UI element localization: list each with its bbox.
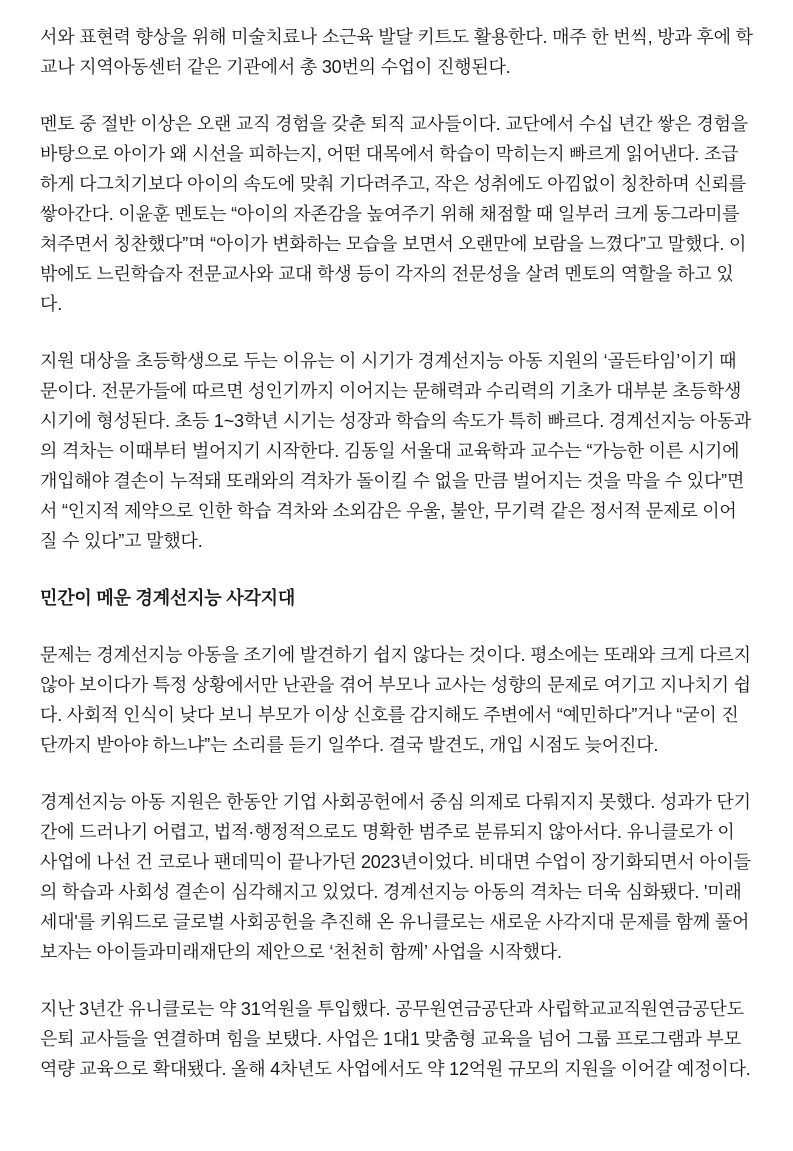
section-heading: 민간이 메운 경계선지능 사각지대	[40, 588, 296, 608]
article-paragraph: 경계선지능 아동 지원은 한동안 기업 사회공헌에서 중심 의제로 다뤄지지 못했다. 성과가 단기간에 드러나기 어렵고, 법적·행정적으로도 명확한 범주로 분류되지 않아서다. 유니클로가 이 사업에 나선 건 코로나 팬데믹이 끝나가던 2023년이었다. 비대면 수업이 장기화되면서 아이들의 학습과 사회성 결손이 심각해지고 있었다. 경계선지능 아동의 격차는 더욱 심화됐다. '미래세대'를 키워드로 글로벌 사회공헌을 추진해 온 유니클로는 새로운 사각지대 문제를 함께 풀어보자는 아이들과미래재단의 제안으로 ‘천천히 함께’ 사업을 시작했다.	[40, 792, 751, 962]
article-paragraph: 서와 표현력 향상을 위해 미술치료나 소근육 발달 키트도 활용한다. 매주 한 번씩, 방과 후에 학교나 지역아동센터 같은 기관에서 총 30번의 수업이 진행된다.	[40, 27, 753, 77]
article-paragraph: 멘토 중 절반 이상은 오랜 교직 경험을 갖춘 퇴직 교사들이다. 교단에서 수십 년간 쌓은 경험을 바탕으로 아이가 왜 시선을 피하는지, 어떤 대목에서 학습이 막히는지 빠르게 읽어낸다. 조급하게 다그치기보다 아이의 속도에 맞춰 기다려주고, 작은 성취에도 아낌없이 칭찬하며 신뢰를 쌓아간다. 이윤훈 멘토는 “아이의 자존감을 높여주기 위해 채점할 때 일부러 크게 동그라미를 쳐주면서 칭찬했다”며 “아이가 변화하는 모습을 보면서 오랜만에 보람을 느꼈다”고 말했다. 이 밖에도 느린학습자 전문교사와 교대 학생 등이 각자의 전문성을 살려 멘토의 역할을 하고 있다.	[40, 114, 748, 314]
article-paragraph: 지난 3년간 유니클로는 약 31억원을 투입했다. 공무원연금공단과 사립학교교직원연금공단도 은퇴 교사들을 연결하며 힘을 보탰다. 사업은 1대1 맞춤형 교육을 넘어 그룹 프로그램과 부모 역량 교육으로 확대됐다. 올해 4차년도 사업에서도 약 12억원 규모의 지원을 이어갈 예정이다.	[40, 999, 751, 1079]
article-paragraph: 문제는 경계선지능 아동을 조기에 발견하기 쉽지 않다는 것이다. 평소에는 또래와 크게 다르지 않아 보이다가 특정 상황에서만 난관을 겪어 부모나 교사는 성향의 문제로 여기고 지나치기 쉽다. 사회적 인식이 낮다 보니 부모가 이상 신호를 감지해도 주변에서 “예민하다”거나 “굳이 진단까지 받아야 하느냐”는 소리를 듣기 일쑤다. 결국 발견도, 개입 시점도 늦어진다.	[40, 645, 751, 755]
article-paragraph: 지원 대상을 초등학생으로 두는 이유는 이 시기가 경계선지능 아동 지원의 ‘골든타임’이기 때문이다. 전문가들에 따르면 성인기까지 이어지는 문해력과 수리력의 기초가 대부분 초등학생 시기에 형성된다. 초등 1~3학년 시기는 성장과 학습의 속도가 특히 빠르다. 경계선지능 아동과의 격차는 이때부터 벌어지기 시작한다. 김동일 서울대 교육학과 교수는 “가능한 이른 시기에 개입해야 결손이 누적돼 또래와의 격차가 돌이킬 수 없을 만큼 벌어지는 것을 막을 수 있다”면서 “인지적 제약으로 인한 학습 격차와 소외감은 우울, 불안, 무기력 같은 정서적 문제로 이어질 수 있다”고 말했다.	[40, 351, 752, 551]
